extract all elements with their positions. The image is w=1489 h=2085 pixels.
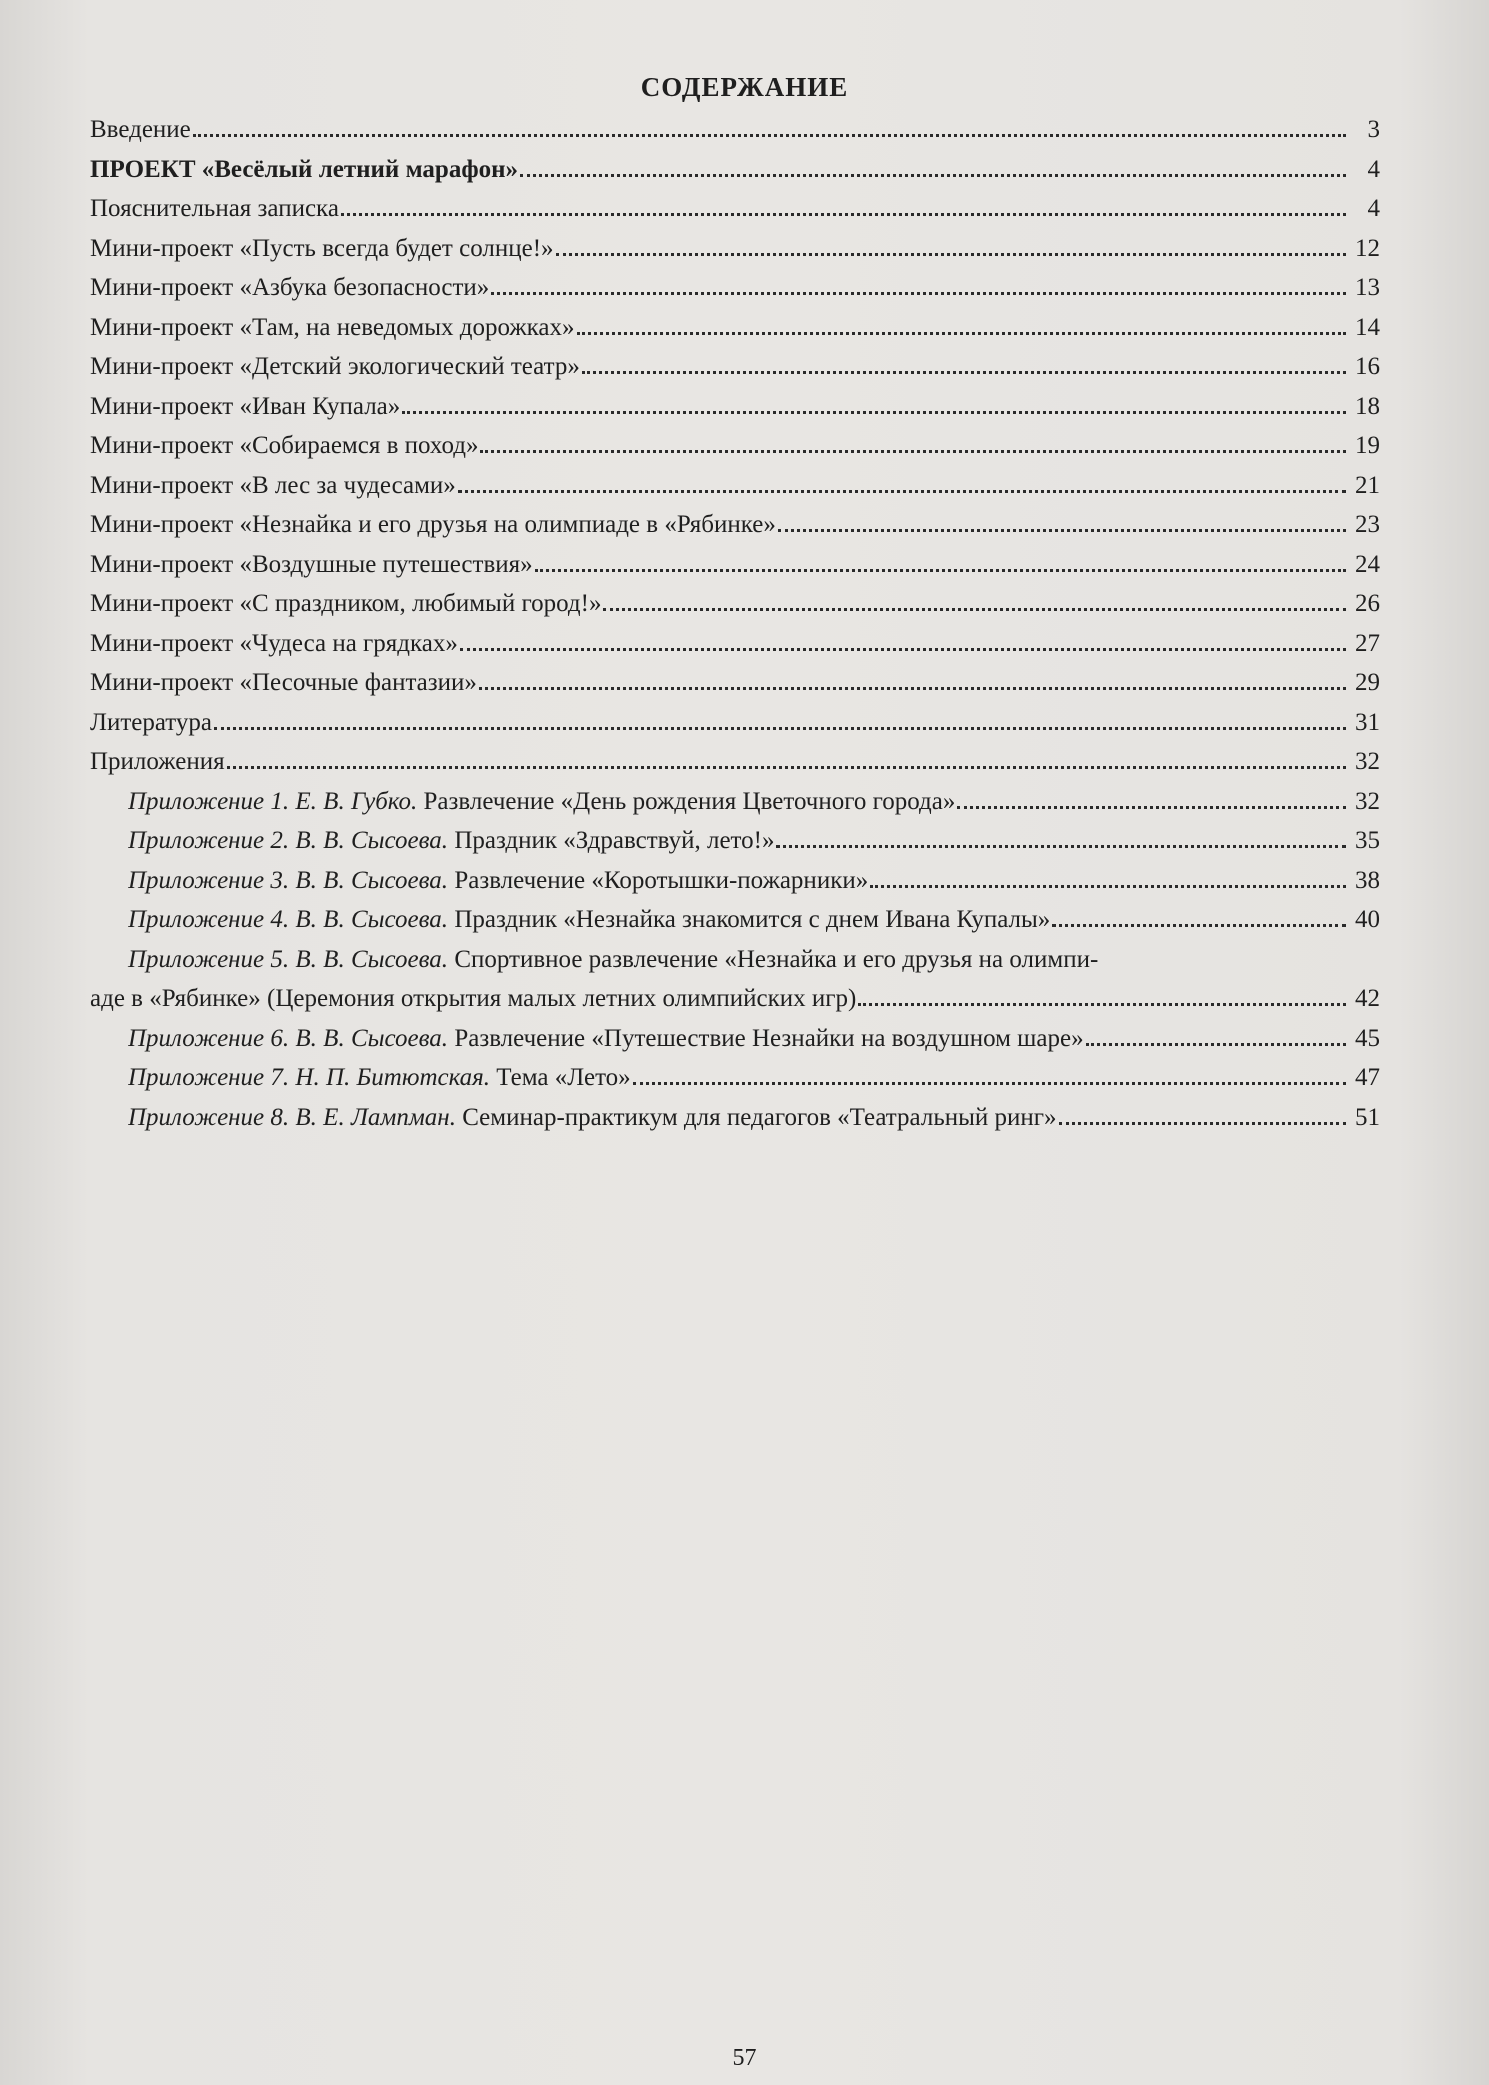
appendix-author: Приложение 8. В. Е. Лампман. xyxy=(128,1103,456,1131)
toc-entry-page: 18 xyxy=(1355,392,1380,420)
toc-entry-page: 35 xyxy=(1355,827,1380,854)
toc-entry-page: 3 xyxy=(1367,116,1380,143)
toc-entry-text: Мини-проект «Песочные фантазии» xyxy=(90,669,477,696)
toc-entry-text: Пояснительная записка xyxy=(90,195,339,222)
toc-entry xyxy=(90,426,1380,466)
toc-entry xyxy=(90,584,1380,624)
dot-leader xyxy=(582,371,1346,374)
toc-appendix-entry xyxy=(90,821,1380,861)
toc-entry xyxy=(90,229,1380,269)
toc-entry-text: Мини-проект «С праздником, любимый город!» xyxy=(90,590,602,617)
dot-leader xyxy=(458,490,1346,493)
toc-entry-text: Мини-проект «Воздушные путешествия» xyxy=(90,550,533,578)
toc-entry-page: 26 xyxy=(1355,590,1380,617)
toc-entry xyxy=(90,268,1380,308)
toc-entry xyxy=(90,347,1380,387)
toc-entry-page: 47 xyxy=(1355,1064,1380,1091)
appendix-author: Приложение 3. В. В. Сысоева. xyxy=(128,866,449,894)
toc-entry-text xyxy=(128,861,868,901)
toc-entry-text: Мини-проект «Незнайка и его друзья на олимпиаде в «Рябинке» xyxy=(90,511,776,538)
toc-entry-text xyxy=(128,1058,631,1098)
appendix-title: Развлечение «День рождения Цветочного города» xyxy=(423,787,956,815)
toc-entry-page: 4 xyxy=(1367,155,1380,183)
toc-entry-page: 32 xyxy=(1355,787,1380,815)
appendix-title: Тема «Лето» xyxy=(496,1064,631,1091)
toc-entry xyxy=(90,624,1380,664)
toc-appendix-entry xyxy=(90,1058,1380,1098)
toc-entry-text: Мини-проект «В лес за чудесами» xyxy=(90,471,456,499)
dot-leader xyxy=(402,411,1346,414)
dot-leader xyxy=(603,608,1346,611)
toc-entry-text: Мини-проект «Иван Купала» xyxy=(90,392,401,420)
toc-entry-page: 23 xyxy=(1355,511,1380,538)
toc-appendix-entry xyxy=(90,900,1380,940)
dot-leader xyxy=(480,450,1346,453)
appendix-title: Развлечение «Коротышки-пожарники» xyxy=(454,866,869,894)
toc-entry-page: 40 xyxy=(1355,906,1380,933)
toc-entry xyxy=(90,703,1380,743)
appendix-title: Семинар-практикум для педагогов «Театральный ринг» xyxy=(462,1103,1057,1131)
toc-entry-text: Мини-проект «Там, на неведомых дорожках» xyxy=(90,313,575,341)
toc-entry-page: 14 xyxy=(1355,313,1380,341)
toc-entry-page: 19 xyxy=(1355,432,1380,459)
dot-leader xyxy=(776,845,1346,848)
toc-entry-page: 32 xyxy=(1355,748,1380,775)
appendix-author: Приложение 5. В. В. Сысоева. xyxy=(128,945,449,973)
toc-entry-page: 27 xyxy=(1355,629,1380,657)
toc-entry-page: 24 xyxy=(1355,550,1380,578)
toc-entry-page: 31 xyxy=(1355,708,1380,736)
toc-entry-page: 29 xyxy=(1355,669,1380,696)
appendix-author: Приложение 6. В. В. Сысоева. xyxy=(128,1024,449,1052)
toc-entry xyxy=(90,387,1380,427)
appendix-title: Праздник «Незнайка знакомится с днем Ивана Купалы» xyxy=(454,906,1051,933)
toc-entry-text: ПРОЕКТ «Весёлый летний марафон» xyxy=(90,155,519,183)
page-number: 57 xyxy=(732,2045,757,2071)
dot-leader xyxy=(633,1082,1346,1085)
toc-entry-text xyxy=(128,900,1050,940)
dot-leader xyxy=(479,687,1346,690)
appendix-author: Приложение 2. В. В. Сысоева. xyxy=(128,827,449,854)
dot-leader xyxy=(778,529,1346,532)
toc-entry-page: 16 xyxy=(1355,353,1380,380)
toc-appendix-entry xyxy=(90,1098,1380,1138)
toc-entry-text: Введение xyxy=(90,116,191,143)
toc-entry-page: 12 xyxy=(1355,234,1380,262)
toc-entry xyxy=(90,545,1380,585)
toc-entry-text: Мини-проект «Детский экологический театр» xyxy=(90,353,580,380)
toc-title: СОДЕРЖАНИЕ xyxy=(640,72,849,102)
toc-appendix-entry xyxy=(90,1019,1380,1059)
dot-leader xyxy=(1059,1122,1346,1125)
appendix-title: Развлечение «Путешествие Незнайки на воздушном шаре» xyxy=(454,1024,1084,1052)
toc-entry-project xyxy=(90,150,1380,190)
toc-entry-page: 13 xyxy=(1355,274,1380,301)
toc-entry-page: 45 xyxy=(1355,1024,1380,1052)
toc-entry xyxy=(90,110,1380,150)
toc-entry-text: Мини-проект «Чудеса на грядках» xyxy=(90,629,458,657)
toc-entry-page: 4 xyxy=(1367,195,1380,222)
toc-entry-text: Мини-проект «Пусть всегда будет солнце!» xyxy=(90,234,554,262)
dot-leader xyxy=(341,213,1346,216)
toc-entry xyxy=(90,466,1380,506)
appendix-author: Приложение 7. Н. П. Битютская. xyxy=(128,1064,491,1091)
toc-appendix-entry xyxy=(90,782,1380,822)
toc-entry-page: 38 xyxy=(1355,866,1380,894)
dot-leader xyxy=(535,569,1346,572)
toc-entry-text xyxy=(128,782,955,822)
dot-leader xyxy=(214,727,1346,730)
toc-entry xyxy=(90,742,1380,782)
toc-entry xyxy=(90,308,1380,348)
toc-appendix-entry xyxy=(90,861,1380,901)
dot-leader xyxy=(193,134,1346,137)
appendix-title: Спортивное развлечение «Незнайка и его друзья на олимпи- xyxy=(454,945,1099,973)
dot-leader xyxy=(520,174,1346,177)
appendix-title-continuation: аде в «Рябинке» (Церемония открытия малых летних олимпийских игр) xyxy=(90,985,857,1012)
dot-leader xyxy=(556,253,1346,256)
appendix-title: Праздник «Здравствуй, лето!» xyxy=(454,827,775,854)
dot-leader xyxy=(227,766,1346,769)
dot-leader xyxy=(491,292,1346,295)
toc-appendix-entry-first-line xyxy=(90,940,1380,980)
toc-entry xyxy=(90,505,1380,545)
appendix-author: Приложение 4. В. В. Сысоева. xyxy=(128,906,449,933)
dot-leader xyxy=(1086,1043,1346,1046)
toc-entry-page: 51 xyxy=(1355,1103,1380,1131)
toc-entry-text: Мини-проект «Собираемся в поход» xyxy=(90,432,479,459)
toc-entry-text: Литература xyxy=(90,708,212,736)
dot-leader xyxy=(870,885,1346,888)
dot-leader xyxy=(957,806,1346,809)
toc-entry-text xyxy=(128,1098,1057,1138)
toc-entry xyxy=(90,663,1380,703)
toc-entry-text: Мини-проект «Азбука безопасности» xyxy=(90,274,490,301)
toc-list xyxy=(90,110,1380,1137)
dot-leader xyxy=(577,332,1347,335)
toc-entry-text: Приложения xyxy=(90,748,225,775)
dot-leader xyxy=(460,648,1346,651)
toc-entry-page: 21 xyxy=(1355,471,1380,499)
toc-entry-text xyxy=(128,1019,1084,1059)
toc-entry-page: 42 xyxy=(1355,985,1380,1012)
appendix-author: Приложение 1. Е. В. Губко. xyxy=(128,787,418,815)
toc-entry-text xyxy=(128,821,774,861)
toc-entry xyxy=(90,189,1380,229)
dot-leader xyxy=(858,1003,1346,1006)
toc-appendix-entry-continuation xyxy=(90,979,1380,1019)
dot-leader xyxy=(1052,924,1346,927)
